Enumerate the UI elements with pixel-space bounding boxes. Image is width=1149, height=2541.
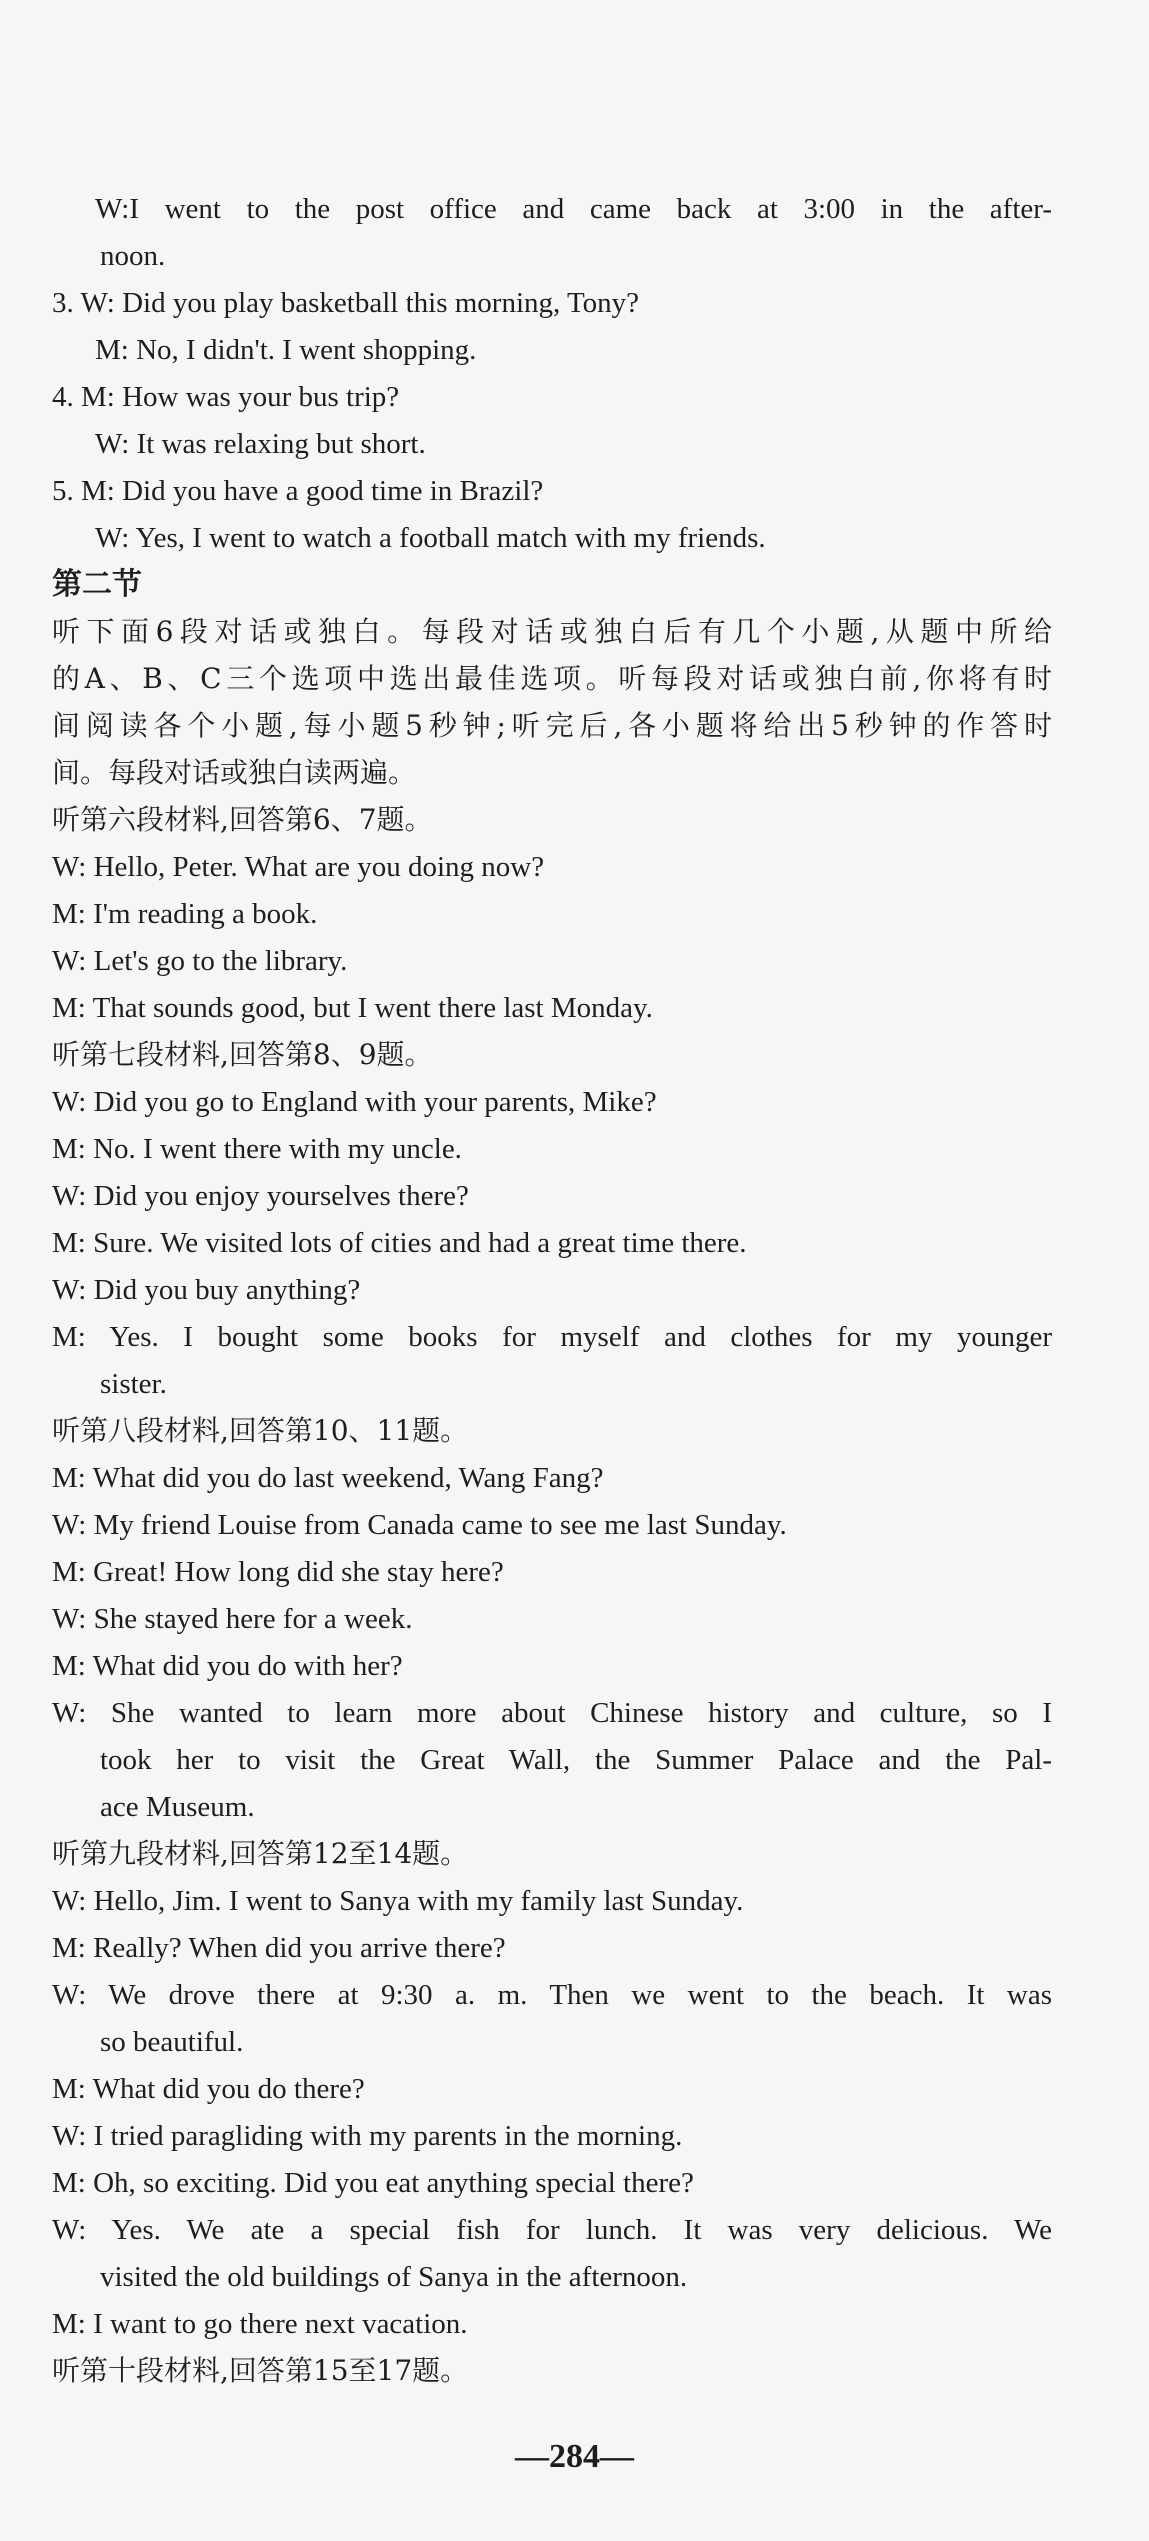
text-line: W: My friend Louise from Canada came to see me last Sunday.: [52, 1509, 787, 1541]
text-line: W: Did you enjoy yourselves there?: [52, 1180, 469, 1212]
text-line: M: Sure. We visited lots of cities and had a great time there.: [52, 1227, 747, 1259]
text-line: 3. W: Did you play basketball this morning, Tony?: [52, 287, 640, 319]
text-line: M: That sounds good, but I went there last Monday.: [52, 992, 653, 1024]
text-line: M: What did you do with her?: [52, 1650, 403, 1682]
text-line: M: Oh, so exciting. Did you eat anything special there?: [52, 2167, 694, 2199]
text-line: M: I'm reading a book.: [52, 898, 318, 930]
text-line: W: She stayed here for a week.: [52, 1603, 413, 1635]
text-line: 的A、B、C三个选项中选出最佳选项。听每段对话或独白前,你将有时: [52, 662, 1052, 695]
text-line: M: I want to go there next vacation.: [52, 2308, 468, 2340]
text-line: took her to visit the Great Wall, the Summer Palace and the Pal-: [100, 1744, 1052, 1776]
text-line: W: I tried paragliding with my parents in the morning.: [52, 2120, 683, 2152]
text-line: ace Museum.: [100, 1791, 255, 1823]
text-line: visited the old buildings of Sanya in the afternoon.: [100, 2261, 688, 2293]
text-line: W:I went to the post office and came back at 3:00 in the after-: [95, 193, 1052, 225]
text-line: 第二节: [52, 567, 142, 602]
text-line: M: Yes. I bought some books for myself and clothes for my younger: [52, 1321, 1052, 1353]
text-line: so beautiful.: [100, 2026, 244, 2058]
text-line: 听第七段材料,回答第8、9题。: [52, 1038, 433, 1071]
text-line: noon.: [100, 240, 166, 272]
text-line: W: Let's go to the library.: [52, 945, 348, 977]
text-line: W: Hello, Peter. What are you doing now?: [52, 851, 545, 883]
text-line: 听第八段材料,回答第10、11题。: [52, 1414, 469, 1447]
text-line: M: What did you do there?: [52, 2073, 365, 2105]
text-line: 听第六段材料,回答第6、7题。: [52, 803, 433, 836]
text-line: W: Yes, I went to watch a football match with my friends.: [95, 522, 766, 554]
text-line: 4. M: How was your bus trip?: [52, 381, 400, 413]
text-line: W: Did you go to England with your parents, Mike?: [52, 1086, 657, 1118]
text-line: 听第十段材料,回答第15至17题。: [52, 2354, 469, 2387]
text-line: 间阅读各个小题,每小题5秒钟;听完后,各小题将给出5秒钟的作答时: [52, 709, 1052, 742]
text-line: W: We drove there at 9:30 a. m. Then we went to the beach. It was: [52, 1979, 1052, 2011]
page-number: —284—: [515, 2438, 634, 2475]
text-line: 5. M: Did you have a good time in Brazil?: [52, 475, 544, 507]
text-line: 间。每段对话或独白读两遍。: [52, 756, 417, 789]
text-line: M: Great! How long did she stay here?: [52, 1556, 504, 1588]
text-line: 听第九段材料,回答第12至14题。: [52, 1837, 469, 1870]
text-line: M: Really? When did you arrive there?: [52, 1932, 506, 1964]
text-line: W: It was relaxing but short.: [95, 428, 426, 460]
text-line: sister.: [100, 1368, 167, 1400]
text-line: W: Hello, Jim. I went to Sanya with my family last Sunday.: [52, 1885, 744, 1917]
text-line: W: Did you buy anything?: [52, 1274, 361, 1306]
text-line: 听下面6段对话或独白。每段对话或独白后有几个小题,从题中所给: [52, 615, 1052, 648]
text-line: W: Yes. We ate a special fish for lunch. It was very delicious. We: [52, 2214, 1052, 2246]
text-line: W: She wanted to learn more about Chinese history and culture, so I: [52, 1697, 1052, 1729]
text-line: M: No. I went there with my uncle.: [52, 1133, 462, 1165]
text-line: M: What did you do last weekend, Wang Fang?: [52, 1462, 604, 1494]
text-line: M: No, I didn't. I went shopping.: [95, 334, 477, 366]
